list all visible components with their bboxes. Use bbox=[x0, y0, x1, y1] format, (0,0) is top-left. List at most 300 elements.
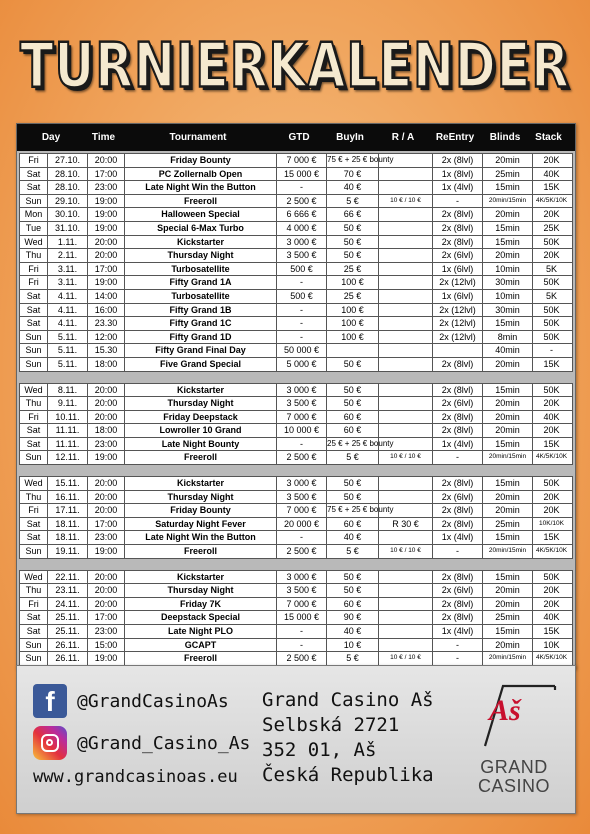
buyin-cell: 25 € + 25 € bounty bbox=[327, 438, 379, 451]
day-cell: Sat bbox=[20, 611, 48, 624]
tournament-cell: Freeroll bbox=[125, 545, 277, 558]
blinds-cell: 20min/15min bbox=[483, 451, 533, 464]
time-cell: 20:00 bbox=[88, 236, 125, 249]
tournament-cell: Kickstarter bbox=[125, 384, 277, 397]
reentry-cell: 2x (8lvl) bbox=[433, 424, 483, 437]
blinds-cell: 20min/15min bbox=[483, 652, 533, 665]
table-row bbox=[20, 598, 572, 612]
time-cell: 17:00 bbox=[88, 168, 125, 181]
reentry-cell bbox=[433, 344, 483, 357]
reentry-cell: - bbox=[433, 451, 483, 464]
buyin-cell: 40 € bbox=[327, 181, 379, 194]
ra-cell bbox=[379, 477, 433, 490]
time-cell: 19:00 bbox=[88, 652, 125, 665]
tournament-cell: Late Night Win the Button bbox=[125, 181, 277, 194]
gtd-cell: - bbox=[277, 531, 327, 544]
stack-cell: 20K bbox=[543, 398, 560, 409]
gtd-cell: 50 000 € bbox=[277, 344, 327, 357]
date-cell: 11.11. bbox=[48, 438, 88, 451]
gtd-cell: - bbox=[277, 438, 327, 451]
reentry-cell: 2x (6lvl) bbox=[433, 249, 483, 262]
day-cell: Sat bbox=[20, 317, 48, 330]
table-row bbox=[20, 545, 572, 559]
ra-cell: 10 € / 10 € bbox=[379, 195, 433, 208]
date-cell: 16.11. bbox=[48, 491, 88, 504]
time-cell: 23:00 bbox=[88, 625, 125, 638]
table-row bbox=[20, 570, 572, 585]
stack-cell: 20K bbox=[543, 585, 560, 596]
day-cell: Sun bbox=[20, 195, 48, 208]
blinds-cell: 15min bbox=[483, 438, 533, 451]
header-gtd: GTD bbox=[288, 132, 310, 143]
ra-cell bbox=[379, 263, 433, 276]
week-block bbox=[19, 383, 573, 466]
ra-cell bbox=[379, 625, 433, 638]
tournament-cell: Friday Bounty bbox=[125, 154, 277, 167]
time-cell: 14:00 bbox=[88, 290, 125, 303]
time-cell: 12:00 bbox=[88, 331, 125, 344]
stack-cell: 25K bbox=[543, 222, 560, 233]
table-row bbox=[20, 491, 572, 505]
tournament-cell: Freeroll bbox=[125, 195, 277, 208]
buyin-cell: 50 € bbox=[327, 249, 379, 262]
date-cell: 22.11. bbox=[48, 571, 88, 584]
time-cell: 15.30 bbox=[88, 344, 125, 357]
time-cell: 15:00 bbox=[88, 639, 125, 652]
ra-cell bbox=[379, 222, 433, 235]
buyin-cell: 100 € bbox=[327, 317, 379, 330]
time-cell: 19:00 bbox=[88, 195, 125, 208]
header-stack: Stack bbox=[535, 132, 562, 143]
stack-cell: 15K bbox=[543, 532, 560, 543]
week-block bbox=[19, 153, 573, 372]
ra-cell bbox=[379, 317, 433, 330]
table-row bbox=[20, 331, 572, 345]
stack-cell: 15K bbox=[543, 626, 560, 636]
stack-cell: 20K bbox=[543, 250, 560, 261]
tournament-cell: Fifty Grand 1C bbox=[125, 317, 277, 330]
date-cell: 28.10. bbox=[48, 168, 88, 181]
time-cell: 23:00 bbox=[88, 181, 125, 194]
tournament-cell: Turbosatellite bbox=[125, 290, 277, 303]
date-cell: 24.11. bbox=[48, 598, 88, 611]
buyin-cell: 60 € bbox=[327, 411, 379, 424]
gtd-cell: 3 000 € bbox=[277, 384, 327, 397]
ra-cell bbox=[379, 584, 433, 597]
day-cell: Sun bbox=[20, 344, 48, 357]
blinds-cell: 20min bbox=[483, 584, 533, 597]
block-separator bbox=[17, 465, 575, 476]
date-cell: 11.11. bbox=[48, 424, 88, 437]
tournament-cell: Fifty Grand 1B bbox=[125, 304, 277, 317]
table-row bbox=[20, 344, 572, 358]
gtd-cell: 7 000 € bbox=[277, 598, 327, 611]
time-cell: 20:00 bbox=[88, 397, 125, 410]
tournament-cell: Kickstarter bbox=[125, 571, 277, 584]
time-cell: 20:00 bbox=[88, 491, 125, 504]
gtd-cell: 10 000 € bbox=[277, 424, 327, 437]
day-cell: Fri bbox=[20, 154, 48, 167]
ra-cell bbox=[379, 236, 433, 249]
buyin-cell: 50 € bbox=[327, 236, 379, 249]
header-buyin: BuyIn bbox=[336, 132, 364, 143]
blinds-cell: 15min bbox=[483, 317, 533, 330]
block-separator bbox=[17, 372, 575, 383]
reentry-cell: 1x (8lvl) bbox=[433, 168, 483, 181]
gtd-cell: 7 000 € bbox=[277, 411, 327, 424]
table-row bbox=[20, 290, 572, 304]
day-cell: Thu bbox=[20, 584, 48, 597]
blinds-cell: 15min bbox=[483, 625, 533, 638]
stack-cell: 15K bbox=[543, 438, 560, 449]
date-cell: 28.10. bbox=[48, 181, 88, 194]
date-cell: 23.11. bbox=[48, 584, 88, 597]
tournament-cell: Freeroll bbox=[125, 652, 277, 665]
day-cell: Fri bbox=[20, 504, 48, 517]
reentry-cell: 2x (12lvl) bbox=[433, 331, 483, 344]
day-cell: Thu bbox=[20, 397, 48, 410]
stack-cell: 50K bbox=[543, 384, 560, 395]
stack-cell: 5K bbox=[545, 290, 557, 301]
buyin-cell: 50 € bbox=[327, 384, 379, 397]
date-cell: 27.10. bbox=[48, 154, 88, 167]
blinds-cell: 8min bbox=[483, 331, 533, 344]
table-row bbox=[20, 476, 572, 491]
date-cell: 5.11. bbox=[48, 358, 88, 371]
gtd-cell: 2 500 € bbox=[277, 652, 327, 665]
buyin-cell: 50 € bbox=[327, 584, 379, 597]
time-cell: 19:00 bbox=[88, 276, 125, 289]
reentry-cell: - bbox=[433, 639, 483, 652]
reentry-cell: 2x (6lvl) bbox=[433, 491, 483, 504]
time-cell: 20:00 bbox=[88, 384, 125, 397]
table-row bbox=[20, 504, 572, 518]
date-cell: 25.11. bbox=[48, 611, 88, 624]
day-cell: Sun bbox=[20, 358, 48, 371]
blinds-cell: 15min bbox=[483, 571, 533, 584]
gtd-cell: 3 000 € bbox=[277, 571, 327, 584]
day-cell: Sat bbox=[20, 304, 48, 317]
header-blinds: Blinds bbox=[489, 132, 521, 143]
ra-cell bbox=[379, 598, 433, 611]
table-row bbox=[20, 181, 572, 195]
date-cell: 31.10. bbox=[48, 222, 88, 235]
header-ra: R / A bbox=[391, 132, 415, 143]
blinds-cell: 20min bbox=[483, 249, 533, 262]
reentry-cell: 2x (8lvl) bbox=[433, 208, 483, 221]
date-cell: 25.11. bbox=[48, 625, 88, 638]
time-cell: 23:00 bbox=[88, 438, 125, 451]
day-cell: Sat bbox=[20, 518, 48, 531]
facebook-row[interactable] bbox=[33, 684, 229, 718]
day-cell: Sun bbox=[20, 451, 48, 464]
address-line: Selbská 2721 bbox=[262, 714, 400, 736]
stack-cell: 4K/5K/10K bbox=[535, 654, 568, 662]
facebook-handle: @GrandCasinoAs bbox=[77, 690, 229, 712]
buyin-cell: 5 € bbox=[327, 652, 379, 665]
time-cell: 20:00 bbox=[88, 477, 125, 490]
ra-cell bbox=[379, 249, 433, 262]
time-cell: 23.30 bbox=[88, 317, 125, 330]
blinds-cell: 10min bbox=[483, 263, 533, 276]
address-block bbox=[262, 688, 434, 788]
logo-word-grand: GRAND bbox=[480, 757, 548, 777]
buyin-cell: 50 € bbox=[327, 491, 379, 504]
table-row bbox=[20, 531, 572, 545]
tournament-cell: GCAPT bbox=[125, 639, 277, 652]
stack-cell: 10K/10K bbox=[539, 519, 564, 527]
day-cell: Wed bbox=[20, 384, 48, 397]
tournament-cell: Thursday Night bbox=[125, 397, 277, 410]
buyin-cell: 40 € bbox=[327, 531, 379, 544]
tournament-cell: Fifty Grand 1D bbox=[125, 331, 277, 344]
date-cell: 5.11. bbox=[48, 331, 88, 344]
logo-word-casino: CASINO bbox=[477, 776, 550, 796]
table-row bbox=[20, 652, 572, 666]
reentry-cell: 2x (8lvl) bbox=[433, 611, 483, 624]
buyin-cell: 50 € bbox=[327, 477, 379, 490]
tournament-cell: Thursday Night bbox=[125, 249, 277, 262]
address-line: 352 01, Aš bbox=[262, 739, 377, 761]
date-cell: 15.11. bbox=[48, 477, 88, 490]
day-cell: Thu bbox=[20, 491, 48, 504]
day-cell: Sun bbox=[20, 331, 48, 344]
ra-cell bbox=[379, 168, 433, 181]
day-cell: Sun bbox=[20, 639, 48, 652]
day-cell: Wed bbox=[20, 571, 48, 584]
stack-cell: 15K bbox=[543, 358, 560, 369]
time-cell: 18:00 bbox=[88, 424, 125, 437]
day-cell: Fri bbox=[20, 263, 48, 276]
date-cell: 19.11. bbox=[48, 545, 88, 558]
blinds-cell: 20min bbox=[483, 397, 533, 410]
ra-cell: R 30 € bbox=[379, 518, 433, 531]
blinds-cell: 30min bbox=[483, 304, 533, 317]
buyin-cell: 100 € bbox=[327, 304, 379, 317]
table-row bbox=[20, 451, 572, 465]
date-cell: 4.11. bbox=[48, 290, 88, 303]
reentry-cell: 1x (4lvl) bbox=[433, 625, 483, 638]
table-row bbox=[20, 411, 572, 425]
reentry-cell: 2x (12lvl) bbox=[433, 317, 483, 330]
reentry-cell: - bbox=[433, 195, 483, 208]
blinds-cell: 20min/15min bbox=[483, 195, 533, 208]
tournament-cell: Thursday Night bbox=[125, 584, 277, 597]
date-cell: 30.10. bbox=[48, 208, 88, 221]
stack-cell: 40K bbox=[543, 168, 560, 179]
buyin-cell: 100 € bbox=[327, 276, 379, 289]
date-cell: 26.11. bbox=[48, 652, 88, 665]
buyin-cell: 70 € bbox=[327, 168, 379, 181]
block-separator bbox=[17, 559, 575, 570]
day-cell: Wed bbox=[20, 236, 48, 249]
day-cell: Sat bbox=[20, 531, 48, 544]
reentry-cell: 2x (8lvl) bbox=[433, 571, 483, 584]
gtd-cell: - bbox=[277, 276, 327, 289]
buyin-cell: 40 € bbox=[327, 625, 379, 638]
tournament-cell: PC Zollernalb Open bbox=[125, 168, 277, 181]
day-cell: Mon bbox=[20, 208, 48, 221]
tournament-cell: Friday Deepstack bbox=[125, 411, 277, 424]
buyin-cell bbox=[327, 344, 379, 357]
stack-cell: 50K bbox=[543, 304, 560, 315]
ra-cell bbox=[379, 154, 433, 167]
table-row bbox=[20, 639, 572, 653]
day-cell: Wed bbox=[20, 477, 48, 490]
date-cell: 10.11. bbox=[48, 411, 88, 424]
date-cell: 4.11. bbox=[48, 304, 88, 317]
time-cell: 20:00 bbox=[88, 249, 125, 262]
day-cell: Fri bbox=[20, 598, 48, 611]
blinds-cell: 15min bbox=[483, 384, 533, 397]
ra-cell bbox=[379, 290, 433, 303]
day-cell: Sat bbox=[20, 181, 48, 194]
blinds-cell: 20min bbox=[483, 598, 533, 611]
reentry-cell: 2x (8lvl) bbox=[433, 384, 483, 397]
ra-cell bbox=[379, 304, 433, 317]
ra-cell bbox=[379, 276, 433, 289]
buyin-cell: 50 € bbox=[327, 397, 379, 410]
tournament-cell: Fifty Grand 1A bbox=[125, 276, 277, 289]
time-cell: 19:00 bbox=[88, 222, 125, 235]
instagram-row[interactable] bbox=[33, 726, 250, 760]
reentry-cell: 2x (8lvl) bbox=[433, 477, 483, 490]
buyin-cell: 25 € bbox=[327, 290, 379, 303]
header-reentry: ReEntry bbox=[435, 132, 475, 143]
stack-cell: 50K bbox=[543, 571, 560, 582]
gtd-cell: 15 000 € bbox=[277, 611, 327, 624]
blinds-cell: 15min bbox=[483, 477, 533, 490]
date-cell: 12.11. bbox=[48, 451, 88, 464]
gtd-cell: 3 000 € bbox=[277, 236, 327, 249]
reentry-cell: 2x (8lvl) bbox=[433, 222, 483, 235]
stack-cell: 20K bbox=[543, 209, 560, 220]
date-cell: 9.11. bbox=[48, 397, 88, 410]
buyin-cell: 75 € + 25 € bounty bbox=[327, 504, 379, 517]
day-cell: Sat bbox=[20, 625, 48, 638]
date-cell: 2.11. bbox=[48, 249, 88, 262]
ra-cell bbox=[379, 611, 433, 624]
gtd-cell: 2 500 € bbox=[277, 545, 327, 558]
blinds-cell: 15min bbox=[483, 222, 533, 235]
ra-cell bbox=[379, 571, 433, 584]
table-row bbox=[20, 168, 572, 182]
table-row bbox=[20, 153, 572, 168]
reentry-cell: 2x (8lvl) bbox=[433, 504, 483, 517]
blinds-cell: 15min bbox=[483, 236, 533, 249]
table-row bbox=[20, 611, 572, 625]
table-row bbox=[20, 397, 572, 411]
stack-cell: 15K bbox=[543, 182, 560, 193]
buyin-cell: 5 € bbox=[327, 195, 379, 208]
gtd-cell: - bbox=[277, 331, 327, 344]
tournament-cell: Kickstarter bbox=[125, 477, 277, 490]
instagram-handle: @Grand_Casino_As bbox=[77, 732, 251, 754]
gtd-cell: 7 000 € bbox=[277, 504, 327, 517]
gtd-cell: 5 000 € bbox=[277, 358, 327, 371]
table-row bbox=[20, 276, 572, 290]
tournament-cell: Lowroller 10 Grand bbox=[125, 424, 277, 437]
website-link[interactable]: www.grandcasinoas.eu bbox=[33, 767, 238, 787]
buyin-cell: 25 € bbox=[327, 263, 379, 276]
week-block bbox=[19, 476, 573, 559]
day-cell: Sat bbox=[20, 438, 48, 451]
table-row bbox=[20, 195, 572, 209]
tournament-cell: Thursday Night bbox=[125, 491, 277, 504]
tournament-cell: Saturday Night Fever bbox=[125, 518, 277, 531]
gtd-cell: 2 500 € bbox=[277, 195, 327, 208]
time-cell: 17:00 bbox=[88, 518, 125, 531]
stack-cell: 20K bbox=[543, 505, 560, 516]
table-row bbox=[20, 518, 572, 532]
blinds-cell: 20min bbox=[483, 639, 533, 652]
address-line: Česká Republika bbox=[262, 764, 434, 786]
ra-cell: 10 € / 10 € bbox=[379, 652, 433, 665]
gtd-cell: 7 000 € bbox=[277, 154, 327, 167]
reentry-cell: 2x (8lvl) bbox=[433, 598, 483, 611]
stack-cell: 10K bbox=[543, 639, 560, 650]
table-row bbox=[20, 584, 572, 598]
ra-cell bbox=[379, 424, 433, 437]
time-cell: 19:00 bbox=[88, 208, 125, 221]
footer-panel bbox=[16, 665, 576, 814]
gtd-cell: 6 666 € bbox=[277, 208, 327, 221]
blinds-cell: 20min bbox=[483, 504, 533, 517]
date-cell: 8.11. bbox=[48, 384, 88, 397]
table-row bbox=[20, 438, 572, 452]
stack-cell: 50K bbox=[543, 478, 560, 489]
reentry-cell: 2x (8lvl) bbox=[433, 236, 483, 249]
stack-cell: 4K/5K/10K bbox=[535, 453, 568, 461]
stack-cell: 4K/5K/10K bbox=[535, 547, 568, 555]
reentry-cell: 1x (4lvl) bbox=[433, 531, 483, 544]
tournament-cell: Late Night PLO bbox=[125, 625, 277, 638]
reentry-cell: 1x (4lvl) bbox=[433, 438, 483, 451]
reentry-cell: 2x (12lvl) bbox=[433, 304, 483, 317]
day-cell: Sat bbox=[20, 290, 48, 303]
ra-cell bbox=[379, 344, 433, 357]
casino-logo-mark: Aš bbox=[489, 694, 521, 727]
ra-cell bbox=[379, 504, 433, 517]
gtd-cell: 3 000 € bbox=[277, 477, 327, 490]
date-cell: 3.11. bbox=[48, 263, 88, 276]
ra-cell bbox=[379, 438, 433, 451]
header-time: Time bbox=[91, 132, 116, 143]
ra-cell bbox=[379, 358, 433, 371]
tournament-cell: Turbosatellite bbox=[125, 263, 277, 276]
date-cell: 17.11. bbox=[48, 504, 88, 517]
blinds-cell: 20min bbox=[483, 411, 533, 424]
buyin-cell: 50 € bbox=[327, 571, 379, 584]
gtd-cell: 500 € bbox=[277, 263, 327, 276]
reentry-cell: 1x (4lvl) bbox=[433, 181, 483, 194]
date-cell: 3.11. bbox=[48, 276, 88, 289]
buyin-cell: 10 € bbox=[327, 639, 379, 652]
ra-cell bbox=[379, 531, 433, 544]
buyin-cell: 66 € bbox=[327, 208, 379, 221]
header-day: Day bbox=[41, 132, 61, 143]
time-cell: 18:00 bbox=[88, 358, 125, 371]
stack-cell: 20K bbox=[543, 425, 560, 436]
tournament-cell: Deepstack Special bbox=[125, 611, 277, 624]
date-cell: 5.11. bbox=[48, 344, 88, 357]
tournament-cell: Kickstarter bbox=[125, 236, 277, 249]
ra-cell bbox=[379, 397, 433, 410]
stack-cell: 40K bbox=[543, 411, 560, 422]
stack-cell: 5K bbox=[545, 263, 557, 274]
ra-cell bbox=[379, 639, 433, 652]
day-cell: Fri bbox=[20, 411, 48, 424]
